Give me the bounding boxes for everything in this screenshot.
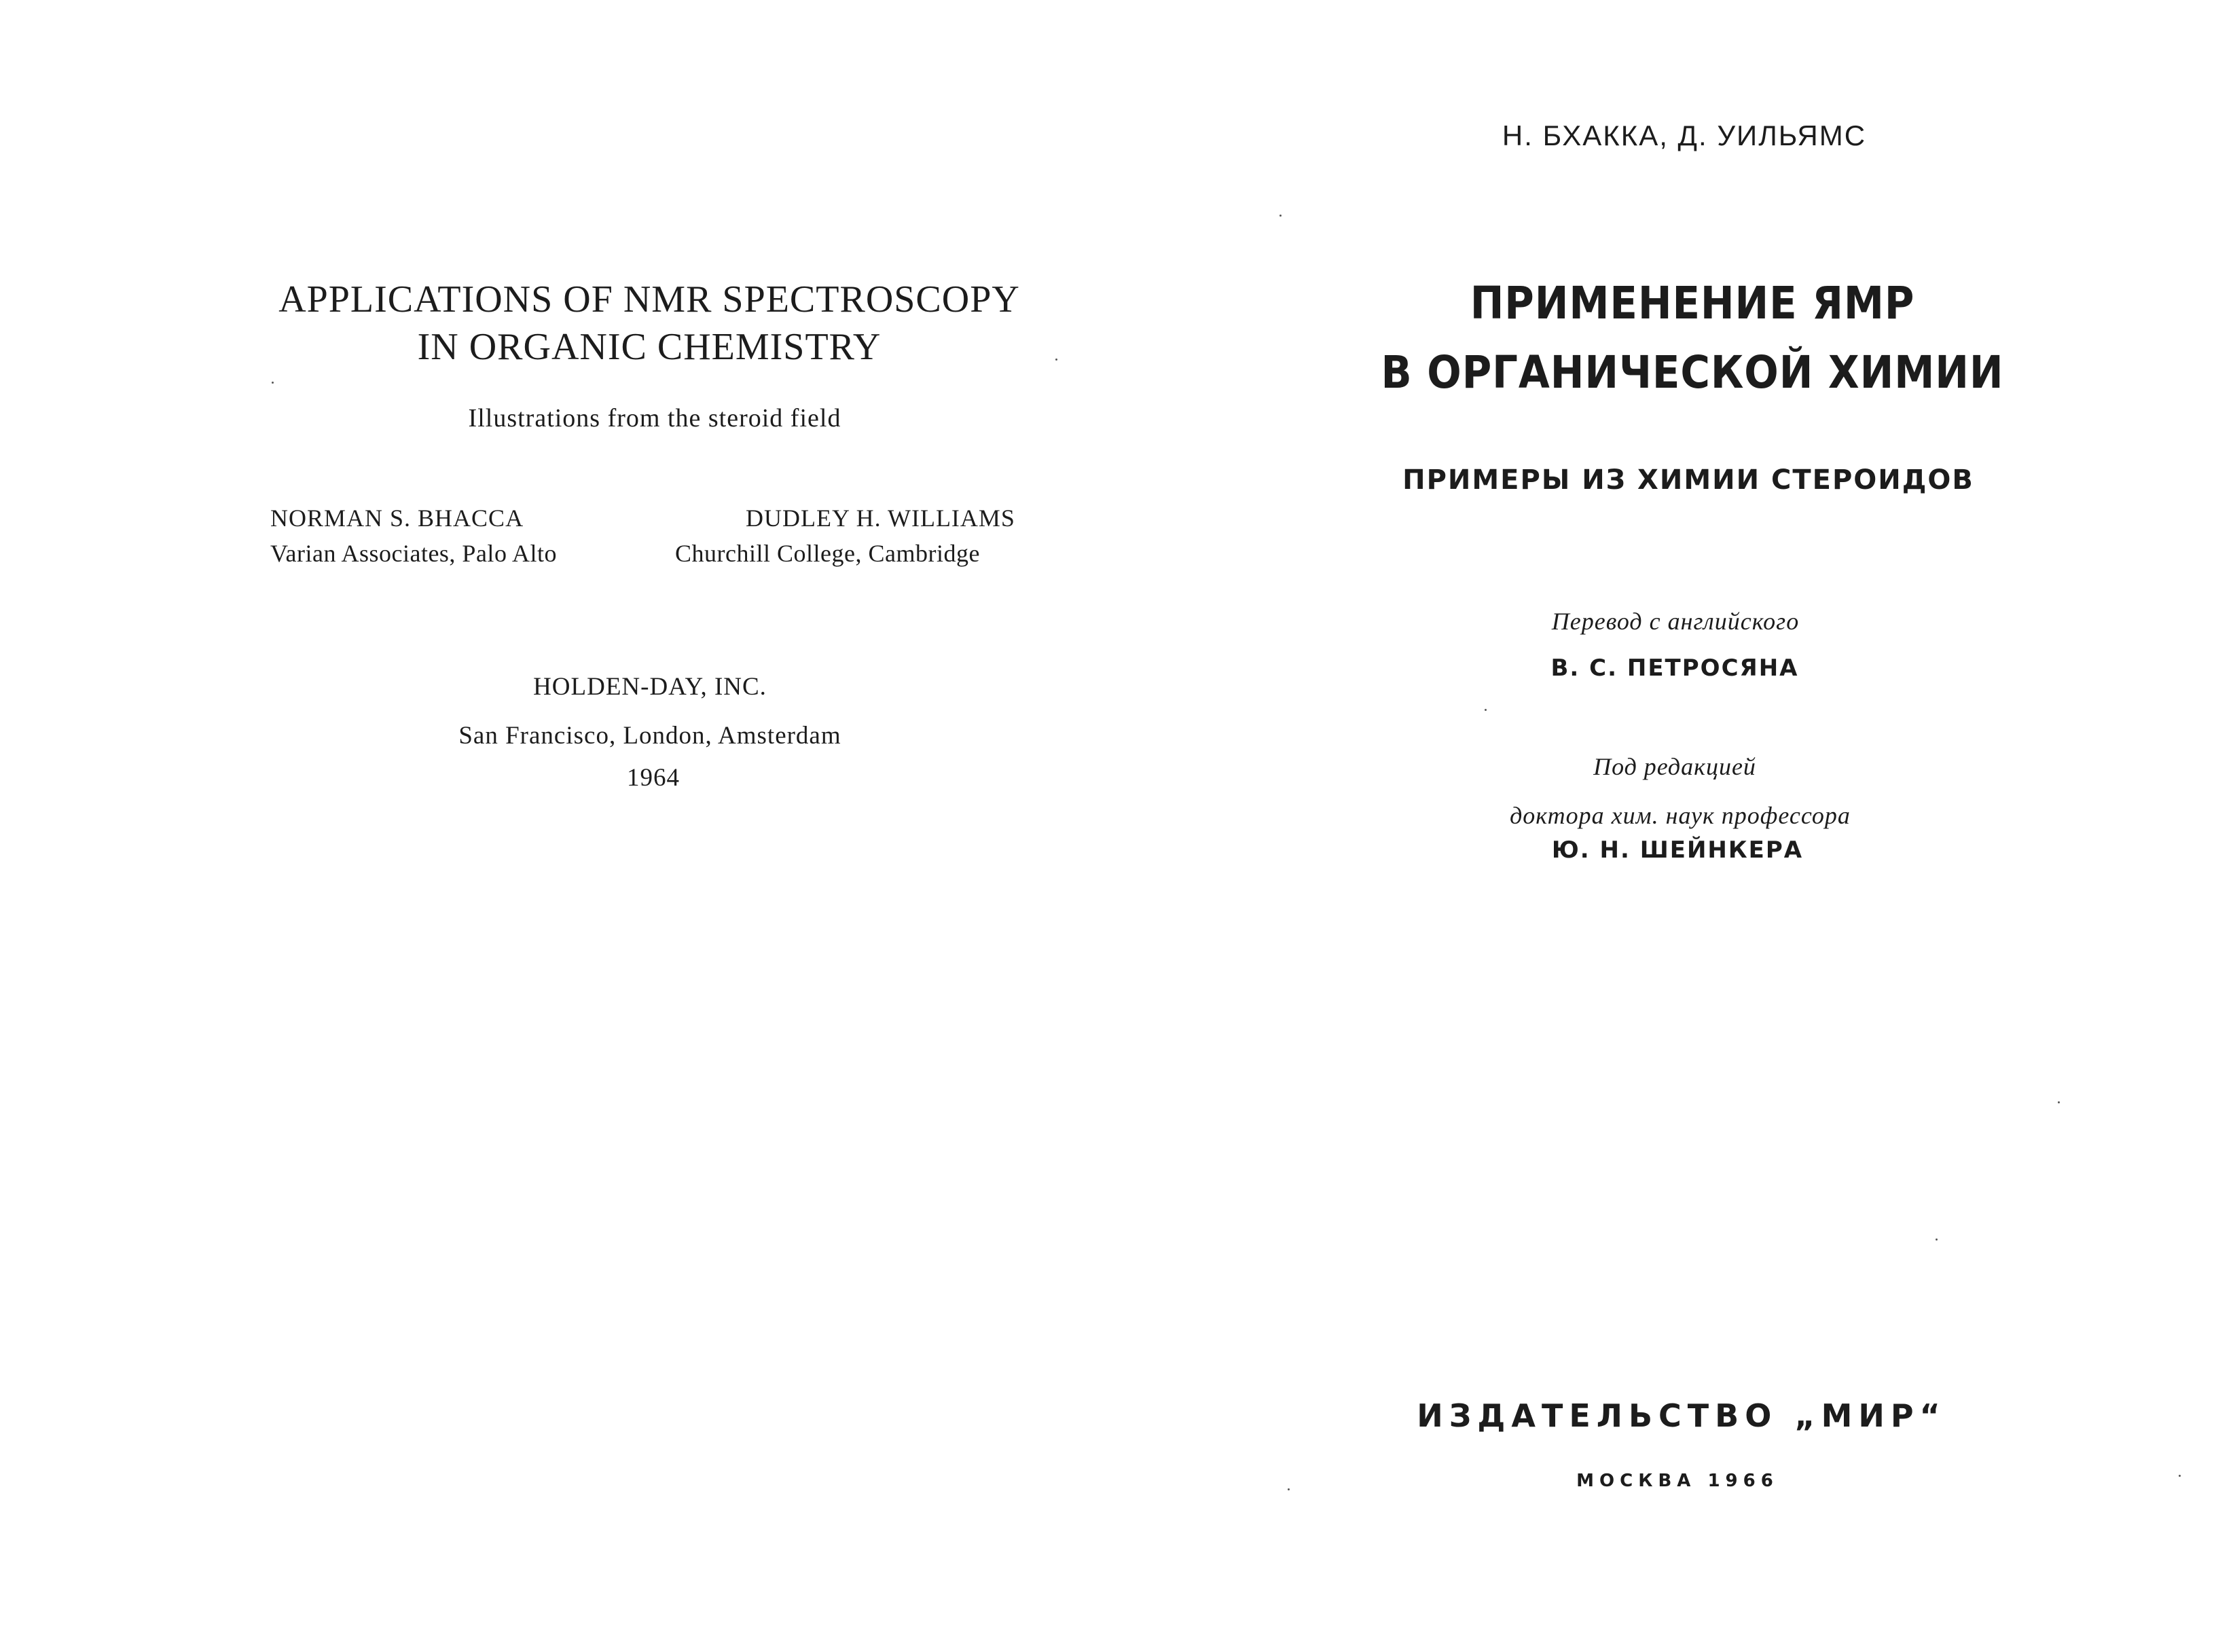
translation-note: Перевод с английского bbox=[1551, 608, 1800, 635]
author2-name: DUDLEY H. WILLIAMS bbox=[746, 504, 1015, 532]
translator-name: В. С. ПЕТРОСЯНА bbox=[1550, 655, 1799, 682]
editor-credentials: доктора хим. наук профессора bbox=[1510, 802, 1851, 829]
english-title-line1: APPLICATIONS OF NMR SPECTROSCOPY bbox=[278, 278, 1020, 320]
russian-title bbox=[1381, 269, 2004, 407]
author1-affiliation: Varian Associates, Palo Alto bbox=[270, 540, 557, 567]
russian-publisher: ИЗДАТЕЛЬСТВО „МИР“ bbox=[1417, 1397, 1946, 1434]
english-year: 1964 bbox=[627, 764, 680, 792]
scan-speck bbox=[2179, 1475, 2181, 1477]
scan-speck bbox=[1288, 1488, 1290, 1490]
scan-speck bbox=[272, 382, 274, 384]
english-subtitle: Illustrations from the steroid field bbox=[468, 404, 841, 433]
editor-name: Ю. Н. ШЕЙНКЕРА bbox=[1551, 837, 1804, 864]
right-page-russian bbox=[1116, 0, 2233, 1652]
english-title-line2: IN ORGANIC CHEMISTRY bbox=[417, 326, 882, 368]
english-publisher-cities: San Francisco, London, Amsterdam bbox=[458, 722, 841, 750]
english-title bbox=[278, 276, 1020, 371]
russian-city-year: МОСКВА 1966 bbox=[1576, 1471, 1779, 1491]
scan-speck bbox=[1936, 1238, 1938, 1241]
russian-subtitle: ПРИМЕРЫ ИЗ ХИМИИ СТЕРОИДОВ bbox=[1402, 464, 1974, 496]
scan-speck bbox=[1279, 215, 1282, 217]
scan-speck bbox=[2058, 1101, 2060, 1103]
russian-authors: Н. БХАККА, Д. УИЛЬЯМС bbox=[1502, 120, 1867, 151]
english-publisher: HOLDEN-DAY, INC. bbox=[533, 673, 767, 701]
scan-speck bbox=[1055, 359, 1057, 361]
author2-affiliation: Churchill College, Cambridge bbox=[675, 540, 980, 567]
scan-speck bbox=[1485, 709, 1487, 711]
left-page-english bbox=[0, 0, 1116, 1652]
russian-title-line1: ПРИМЕНЕНИЕ ЯМР bbox=[1470, 277, 1915, 329]
editor-note: Под редакцией bbox=[1593, 753, 1756, 780]
author1-name: NORMAN S. BHACCA bbox=[270, 504, 524, 532]
russian-title-line2: В ОРГАНИЧЕСКОЙ ХИМИИ bbox=[1381, 346, 2004, 399]
